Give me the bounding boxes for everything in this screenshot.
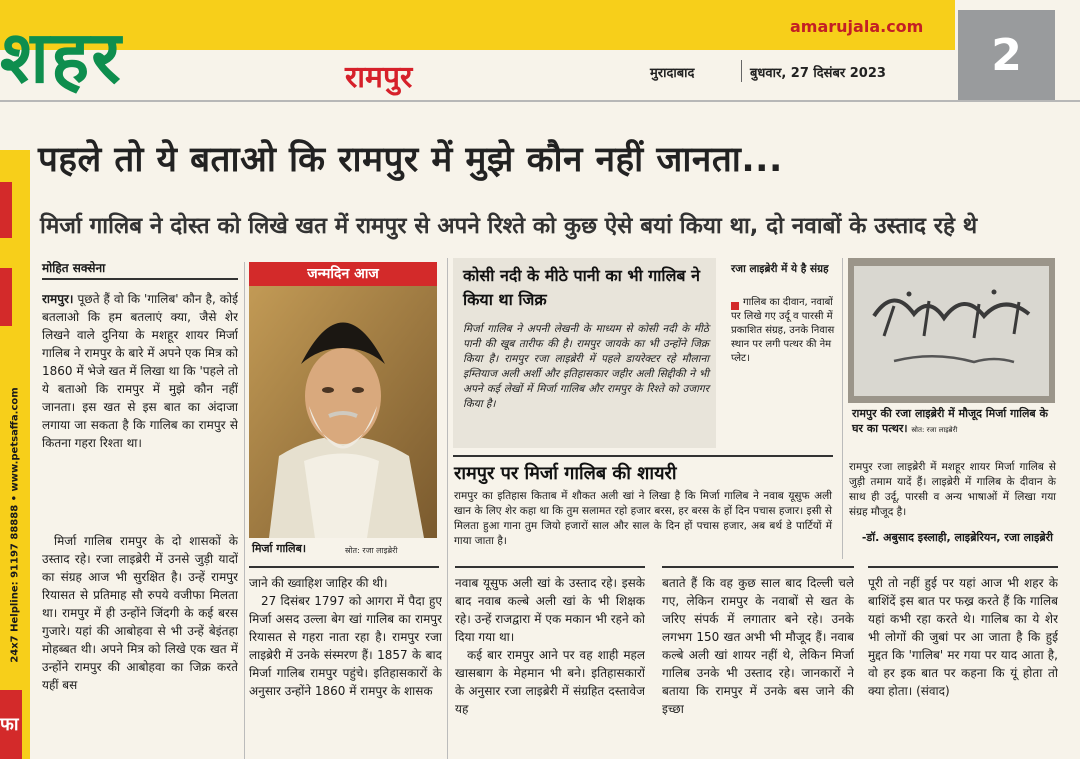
dateline: रामपुर। — [42, 292, 74, 306]
masthead-divider — [0, 100, 1080, 102]
issue-date: बुधवार, 27 दिसंबर 2023 — [750, 66, 886, 81]
main-headline: पहले तो ये बताओ कि रामपुर में मुझे कौन नहीं जानता... — [38, 140, 783, 180]
collection-heading: रजा लाइब्रेरी में ये है संग्रह — [731, 263, 829, 275]
ad-block-bottom: फा — [0, 690, 22, 759]
portrait-source: स्रोत: रजा लाइब्रेरी — [345, 546, 398, 555]
column-5: पूरी तो नहीं हुई पर यहां आज भी शहर के बाशिंदें इस बात पर फख्र करते हैं कि गालिब यहां कभी रहा करते थे। गालिब का ये शेर भी लोगों की जुबां पर आ जाता है कि हुई मुद्दत कि 'गालिब' मर गया पर याद आता है, वो हर इक बात पर कहना कि यूं होता तो क्या होता। (संवाद) — [868, 576, 1058, 698]
portrait-caption: मिर्जा गालिब। — [252, 542, 307, 555]
column-5-rule — [868, 566, 1058, 568]
edition-label: मुरादाबाद — [650, 66, 695, 81]
intro-paragraph — [42, 290, 238, 530]
portrait-illustration — [249, 286, 437, 538]
column-2 — [249, 574, 442, 759]
librarian-quote: रामपुर रजा लाइब्रेरी में मशहूर शायर मिर्जा गालिब से जुड़ी तमाम यादें हैं। लाइब्रेरी में गालिब के दीवान के साथ ही उर्दू, पारसी व अन्य भाषाओं में लिखा गया संग्रह मौजूद है। — [849, 461, 1056, 518]
column-2-lead: जाने की ख्वाहिश जाहिर की थी। — [249, 576, 388, 590]
urdu-inscription-illustration — [854, 266, 1049, 396]
column-4-rule — [662, 566, 854, 568]
column-divider — [842, 258, 843, 559]
column-3 — [455, 574, 645, 759]
collection-text: गालिब का दीवान, नवाबों पर लिखे गए उर्दू व पारसी में प्रकाशित संग्रह, उनके निवास स्थान पर लगी पत्थर की नेम प्लेट। — [731, 297, 835, 364]
plaque-caption-text: रामपुर की रजा लाइब्रेरी में मौजूद मिर्जा गालिब के घर का पत्थर। — [852, 407, 1048, 435]
brand-logo: शहर — [0, 16, 123, 98]
site-url[interactable]: amarujala.com — [790, 17, 924, 36]
column-divider — [244, 262, 245, 759]
shayari-rule — [453, 455, 833, 457]
ad-helpline-text: 24x7 Helpline: 91197 88888 • www.petsaffa.com — [9, 387, 21, 663]
kosi-title: कोसी नदी के मीठे पानी का भी गालिब ने किया था जिक्र — [463, 266, 701, 309]
ad-block-middle — [0, 268, 12, 326]
column-3-rule — [455, 566, 645, 568]
ad-helpline — [2, 360, 28, 690]
kosi-body: मिर्जा गालिब ने अपनी लेखनी के माध्यम से कोसी नदी के मीठे पानी की खूब तारीफ की है। रामपुर जायके का भी उन्होंने जिक्र किया है। रामपुर रजा लाइब्रेरी में पहले डायरेक्टर रहे मौलाना इम्तियाज अली अर्शी और इतिहासकार जहीर अली सिद्दीकी ने भी अपने कई लेखों में मिर्जा गालिब और रामपुर के रिश्ते को उजागर किया है। — [463, 323, 709, 410]
shayari-title: रामपुर पर मिर्जा गालिब की शायरी — [454, 463, 677, 484]
plaque-caption — [852, 406, 1057, 438]
page-number: 2 — [958, 10, 1055, 102]
ad-block-top — [0, 182, 12, 238]
column-2-paragraph: 27 दिसंबर 1797 को आगरा में पैदा हुए मिर्जा असद उल्ला बेग खां गालिब का रामपुर रियासत से गहरा नाता रहा है। रामपुर रजा लाइब्रेरी में उनके संस्मरण हैं। 1857 के बाद मिर्जा गालिब रामपुर पहुंचे। इतिहासकारों के अनुसार उन्होंने 1860 में रामपुर के शासक — [249, 594, 442, 698]
byline-rule — [42, 278, 238, 280]
column-1-continued: मिर्जा गालिब रामपुर के दो शासकों के उस्ताद रहे। रजा लाइब्रेरी में उनसे जुड़ी यादों का संग्रह आज भी सुरक्षित है। उन्हें रामपुर रियासत से प्रतिमाह सौ रुपये वजीफा मिलता था। रामपुर में ही उन्होंने जिंदगी के कई बरस गुजारे। यहां की आबोहवा से भी उन्हें बेइंतहा मोहब्बत थी। अपने मित्र को लिखे एक खत में उन्होंने रामपुर की आबोहवा का जिक्र करते यहीं बस — [42, 534, 238, 692]
column-divider — [447, 258, 448, 759]
column-2-rule — [249, 566, 439, 568]
intro-text: पूछते हैं वो कि 'गालिब' कौन है, कोई बतलाओ कि हम बतलाएं क्या, जैसे शेर लिखने वाले दुनिया के मशहूर शायर मिर्जा गालिब ने रामपुर के बारे में अपने एक मित्र को 1860 में भेजे खत में लिखा था कि 'पहले तो ये बताओ कि रामपुर में मुझे कौन नहीं जानता। इस खत से इस बात का अंदाजा लगाया जा सकता है कि गालिब का रामपुर से कितना गहरा रिश्ता था। — [42, 292, 238, 450]
byline: मोहित सक्सेना — [42, 261, 106, 275]
quote-author: -डॉ. अबुसाद इस्लाही, लाइब्रेरियन, रजा लाइब्रेरी — [861, 531, 1053, 544]
column-3-paragraph: कई बार रामपुर आने पर वह शाही महल खासबाग के मेहमान भी बने। इतिहासकारों के अनुसार रजा लाइब्रेरी में संग्रहित दस्तावेज यह — [455, 648, 645, 716]
city-label: रामपुर — [345, 60, 413, 95]
edition-separator — [741, 60, 742, 82]
plaque-source: स्रोत: रजा लाइब्रेरी — [911, 426, 958, 434]
plaque-stone — [854, 266, 1049, 396]
column-4: बताते हैं कि वह कुछ साल बाद दिल्ली चले गए, लेकिन रामपुर के नवाबों से खत के जरिए संपर्क में लगातार बने रहे। उनके लगभग 150 खत अभी भी मौजूद हैं। नवाब कल्बे अली खां शायर नहीं थे, लेकिन मिर्जा गालिब उनके भी उस्ताद रहे। जानकारों ने बताया कि रामपुर में उनके बस जाने की इच्छा — [662, 576, 854, 716]
ghalib-portrait — [249, 286, 437, 538]
column-3-lead: नवाब यूसुफ अली खां के उस्ताद रहे। इसके बाद नवाब कल्बे अली खां के भी शिक्षक रहे। उन्हें राजद्वारा में एक मकान भी रहने को दिया गया था। — [455, 576, 645, 644]
shayari-body: रामपुर का इतिहास किताब में शौकत अली खां ने लिखा है कि मिर्जा गालिब ने नवाब यूसुफ अली खान के लिए शेर कहा था कि तुम सलामत रहो हजार बरस, हर बरस के हों दिन पचास हजार। इसी से मिलता हुआ गाना तुम जियो हजारों साल और साल के दिन हों पचास हजार, अब बर्थ डे पार्टियों में गाया जाता है। — [454, 490, 832, 547]
sub-headline: मिर्जा गालिब ने दोस्त को लिखे खत में रामपुर से अपने रिश्ते को कुछ ऐसे बयां किया था, दो नवाबों के उस्ताद रहे थे — [40, 213, 978, 239]
birthday-label: जन्मदिन आज — [249, 262, 437, 286]
